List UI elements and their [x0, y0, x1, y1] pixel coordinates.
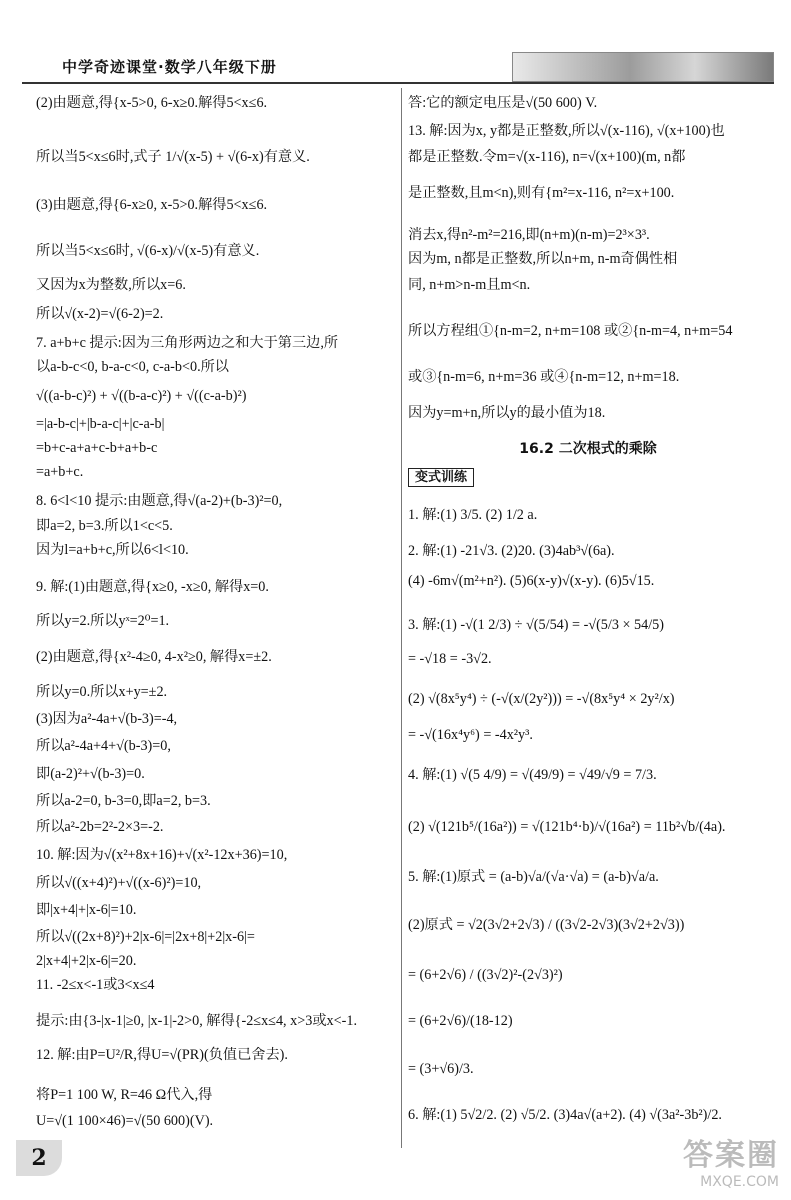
text-line: 又因为x为整数,所以x=6.	[36, 277, 186, 293]
text-line: = (6+2√6) / ((3√2)²-(2√3)²)	[408, 967, 563, 983]
text-line: = -√18 = -3√2.	[408, 651, 492, 667]
text-line: 所以a²-2b=2²-2×3=-2.	[36, 819, 164, 835]
text-line: = -√(16x⁴y⁶) = -4x²y³.	[408, 727, 533, 743]
text-line: =b+c-a+a+c-b+a+b-c	[36, 440, 158, 456]
text-line: 2|x+4|+2|x-6|=20.	[36, 953, 137, 969]
text-line: 同, n+m>n-m且m<n.	[408, 277, 531, 293]
header-banner-image	[512, 52, 774, 82]
text-line: (2) √(121b⁵/(16a²)) = √(121b⁴·b)/√(16a²) = 11b²√b/(4a).	[408, 819, 726, 835]
text-line: 因为l=a+b+c,所以6<l<10.	[36, 542, 189, 558]
text-line: (4) -6m√(m²+n²). (5)6(x-y)√(x-y). (6)5√15.	[408, 573, 655, 589]
text-line: 所以a-2=0, b-3=0,即a=2, b=3.	[36, 793, 211, 809]
text-line: 答:它的额定电压是√(50 600) V.	[408, 95, 598, 111]
text-line: 10. 解:因为√(x²+8x+16)+√(x²-12x+36)=10,	[36, 847, 288, 863]
text-line: =a+b+c.	[36, 464, 84, 480]
text-line: 都是正整数.令m=√(x-116), n=√(x+100)(m, n都	[408, 149, 686, 165]
text-line: 是正整数,且m<n),则有{m²=x-116, n²=x+100.	[408, 185, 675, 201]
text-line: 所以方程组①{n-m=2, n+m=108 或②{n-m=4, n+m=54	[408, 323, 733, 339]
text-line: 13. 解:因为x, y都是正整数,所以√(x-116), √(x+100)也	[408, 123, 725, 139]
text-line: 8. 6<l<10 提示:由题意,得√(a-2)+(b-3)²=0,	[36, 493, 283, 509]
watermark-main: 答案圈	[683, 1138, 779, 1173]
text-line: 以a-b-c<0, b-a-c<0, c-a-b<0.所以	[36, 359, 229, 375]
header-rule	[22, 82, 774, 84]
text-line: 或③{n-m=6, n+m=36 或④{n-m=12, n+m=18.	[408, 369, 680, 385]
text-line: = (3+√6)/3.	[408, 1061, 474, 1077]
text-line: 11. -2≤x<-1或3<x≤4	[36, 977, 155, 993]
text-line: (2)原式 = √2(3√2+2√3) / ((3√2-2√3)(3√2+2√3))	[408, 917, 685, 933]
text-line: = (6+2√6)/(18-12)	[408, 1013, 513, 1029]
section-tag: 变式训练	[408, 468, 474, 487]
text-line: 所以当5<x≤6时,式子 1/√(x-5) + √(6-x)有意义.	[36, 149, 310, 165]
text-line: (2)由题意,得{x-5>0, 6-x≥0.解得5<x≤6.	[36, 95, 268, 111]
text-line: 所以√((2x+8)²)+2|x-6|=|2x+8|+2|x-6|=	[36, 929, 255, 945]
text-line: 3. 解:(1) -√(1 2/3) ÷ √(5/54) = -√(5/3 × 54/5)	[408, 617, 664, 633]
text-line: 5. 解:(1)原式 = (a-b)√a/(√a·√a) = (a-b)√a/a.	[408, 869, 659, 885]
text-line: 所以√((x+4)²)+√((x-6)²)=10,	[36, 875, 202, 891]
text-line: 所以y=2.所以yˣ=2⁰=1.	[36, 613, 170, 629]
text-line: 1. 解:(1) 3/5. (2) 1/2 a.	[408, 507, 538, 523]
text-line: 即|x+4|+|x-6|=10.	[36, 902, 137, 918]
text-line: 2. 解:(1) -21√3. (2)20. (3)4ab³√(6a).	[408, 543, 615, 559]
text-line: 所以当5<x≤6时, √(6-x)/√(x-5)有意义.	[36, 243, 260, 259]
text-line: 所以√(x-2)=√(6-2)=2.	[36, 306, 164, 322]
text-line: (3)由题意,得{6-x≥0, x-5>0.解得5<x≤6.	[36, 197, 268, 213]
text-line: 12. 解:由P=U²/R,得U=√(PR)(负值已舍去).	[36, 1047, 288, 1063]
text-line: (2)由题意,得{x²-4≥0, 4-x²≥0, 解得x=±2.	[36, 649, 272, 665]
page-number: 2	[16, 1140, 62, 1176]
text-line: 9. 解:(1)由题意,得{x≥0, -x≥0, 解得x=0.	[36, 579, 269, 595]
text-line: √((a-b-c)²) + √((b-a-c)²) + √((c-a-b)²)	[36, 388, 247, 404]
text-line: 因为y=m+n,所以y的最小值为18.	[408, 405, 606, 421]
watermark-logo	[629, 1130, 779, 1190]
text-line: 即(a-2)²+√(b-3)=0.	[36, 766, 145, 782]
text-line: 7. a+b+c 提示:因为三角形两边之和大于第三边,所	[36, 335, 339, 351]
header-title: 中学奇迹课堂·数学八年级下册	[62, 58, 277, 76]
text-line: 6. 解:(1) 5√2/2. (2) √5/2. (3)4a√(a+2). (4) √(3a²-3b²)/2.	[408, 1107, 722, 1123]
page-header	[22, 44, 774, 84]
text-line: 所以y=0.所以x+y=±2.	[36, 684, 168, 700]
text-line: 消去x,得n²-m²=216,即(n+m)(n-m)=2³×3³.	[408, 227, 650, 243]
text-line: 将P=1 100 W, R=46 Ω代入,得	[36, 1087, 213, 1103]
text-line: 提示:由{3-|x-1|≥0, |x-1|-2>0, 解得{-2≤x≤4, x>3或x<-1.	[36, 1013, 357, 1029]
text-line: =|a-b-c|+|b-a-c|+|c-a-b|	[36, 416, 165, 432]
text-line: 4. 解:(1) √(5 4/9) = √(49/9) = √49/√9 = 7/3.	[408, 767, 657, 783]
text-line: 所以a²-4a+4+√(b-3)=0,	[36, 738, 171, 754]
text-line: (3)因为a²-4a+√(b-3)=-4,	[36, 711, 178, 727]
text-line: 即a=2, b=3.所以1<c<5.	[36, 518, 173, 534]
section-title: 16.2 二次根式的乘除	[519, 441, 657, 457]
text-line: U=√(1 100×46)=√(50 600)(V).	[36, 1113, 214, 1129]
watermark-sub: MXQE.COM	[700, 1174, 779, 1190]
text-line: 因为m, n都是正整数,所以n+m, n-m奇偶性相	[408, 251, 678, 267]
text-line: (2) √(8x⁵y⁴) ÷ (-√(x/(2y²))) = -√(8x⁵y⁴ × 2y²/x)	[408, 691, 675, 707]
column-divider	[401, 88, 402, 1148]
